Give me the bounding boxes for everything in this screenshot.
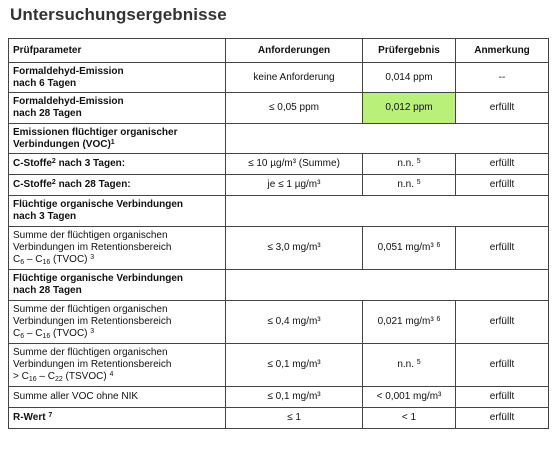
- footnote-ref: 6: [436, 316, 441, 323]
- table-row: [9, 154, 549, 175]
- param-line: Verbindungen im Retentionsbereich: [13, 359, 172, 370]
- table-row: [9, 408, 549, 429]
- param-line: Formaldehyd-Emission: [13, 96, 124, 107]
- param-text: nach 28 Tagen:: [55, 179, 131, 190]
- requirement-cell: je ≤ 1 µg/m³: [226, 175, 363, 196]
- result-cell-highlighted: 0,012 ppm: [363, 93, 456, 124]
- param-line: nach 6 Tagen: [13, 77, 77, 89]
- result-cell: 0,014 ppm: [363, 63, 456, 93]
- param-cell: [9, 301, 226, 344]
- param-cell: [9, 227, 226, 270]
- table-row: [9, 270, 549, 301]
- param-cell: [9, 175, 226, 196]
- subscript: 22: [54, 376, 63, 383]
- param-line: Flüchtige organische Verbindungen: [13, 199, 184, 210]
- param-line: Summe der flüchtigen organischen: [13, 230, 168, 241]
- footnote-ref: 1: [110, 138, 115, 146]
- result-text: 0,051 mg/m³: [377, 242, 434, 253]
- table-header-row: [9, 39, 549, 63]
- result-text: 0,021 mg/m³: [377, 316, 434, 327]
- param-line: Verbindungen im Retentionsbereich: [13, 242, 172, 253]
- param-text: C-Stoffe: [13, 179, 52, 190]
- remark-cell: erfüllt: [456, 301, 549, 344]
- footnote-ref: 2: [51, 179, 56, 186]
- table-row: [9, 63, 549, 93]
- param-line: nach 28 Tagen: [13, 108, 82, 119]
- result-cell: [363, 175, 456, 196]
- empty-cell: [226, 196, 549, 227]
- param-line: nach 28 Tagen: [13, 285, 82, 296]
- param-line: Summe der flüchtigen organischen: [13, 347, 168, 358]
- result-cell: [363, 301, 456, 344]
- results-table: [8, 38, 549, 429]
- param-text: (TVOC): [50, 328, 88, 339]
- result-cell: [363, 154, 456, 175]
- requirement-cell: keine Anforderung: [226, 63, 363, 93]
- param-text: nach 3 Tagen:: [55, 158, 126, 169]
- param-text: – C: [24, 254, 43, 265]
- header-param: Prüfparameter: [9, 39, 226, 63]
- param-text: > C: [13, 371, 29, 382]
- result-text: n.n.: [397, 158, 414, 169]
- param-cell: Summe aller VOC ohne NIK: [9, 387, 226, 408]
- footnote-ref: 3: [90, 328, 95, 335]
- param-cell: [9, 408, 226, 429]
- remark-cell: erfüllt: [456, 175, 549, 196]
- footnote-ref: 4: [109, 371, 114, 378]
- param-line: Formaldehyd-Emission: [13, 65, 124, 77]
- table-row: [9, 124, 549, 154]
- param-text: C-Stoffe: [13, 158, 52, 169]
- param-text: R-Wert: [13, 412, 46, 423]
- param-line: nach 3 Tagen: [13, 211, 77, 222]
- header-result: Prüfergebnis: [363, 39, 456, 63]
- result-text: n.n.: [397, 179, 414, 190]
- param-line: Emissionen flüchtiger organischer: [13, 126, 178, 138]
- remark-cell: erfüllt: [456, 154, 549, 175]
- param-line: Summe der flüchtigen organischen: [13, 304, 168, 315]
- param-text: (TVOC): [50, 254, 88, 265]
- table-row: [9, 175, 549, 196]
- empty-cell: [226, 124, 549, 154]
- remark-cell: erfüllt: [456, 408, 549, 429]
- result-cell: [363, 227, 456, 270]
- footnote-ref: 3: [90, 254, 95, 261]
- table-row: [9, 301, 549, 344]
- table-row: [9, 227, 549, 270]
- result-cell: < 0,001 mg/m³: [363, 387, 456, 408]
- remark-cell: erfüllt: [456, 387, 549, 408]
- subscript: 6: [20, 259, 25, 266]
- requirement-cell: ≤ 0,4 mg/m³: [226, 301, 363, 344]
- header-remark: Anmerkung: [456, 39, 549, 63]
- param-line: Flüchtige organische Verbindungen: [13, 273, 184, 284]
- param-cell: [9, 154, 226, 175]
- requirement-cell: ≤ 0,1 mg/m³: [226, 344, 363, 387]
- header-requirements: Anforderungen: [226, 39, 363, 63]
- requirement-cell: ≤ 0,05 ppm: [226, 93, 363, 124]
- footnote-ref: 5: [416, 158, 421, 165]
- remark-cell: erfüllt: [456, 93, 549, 124]
- requirement-cell: ≤ 10 µg/m³ (Summe): [226, 154, 363, 175]
- requirement-cell: ≤ 1: [226, 408, 363, 429]
- footnote-ref: 6: [436, 242, 441, 249]
- footnote-ref: 5: [416, 179, 421, 186]
- subscript: 16: [28, 376, 37, 383]
- param-text: C: [13, 328, 21, 339]
- remark-cell: --: [456, 63, 549, 93]
- page-title: Untersuchungsergebnisse: [10, 5, 227, 24]
- remark-cell: erfüllt: [456, 344, 549, 387]
- empty-cell: [226, 270, 549, 301]
- subscript: 16: [42, 333, 51, 340]
- param-cell: [9, 270, 226, 301]
- subscript: 16: [42, 259, 51, 266]
- result-cell: [363, 344, 456, 387]
- result-cell: < 1: [363, 408, 456, 429]
- param-text: – C: [36, 371, 55, 382]
- footnote-ref: 2: [51, 158, 56, 165]
- param-text: – C: [24, 328, 43, 339]
- remark-cell: erfüllt: [456, 227, 549, 270]
- requirement-cell: ≤ 0,1 mg/m³: [226, 387, 363, 408]
- table-row: [9, 387, 549, 408]
- param-cell: [9, 124, 226, 154]
- param-cell: [9, 63, 226, 93]
- param-line: Verbindungen (VOC): [13, 138, 111, 150]
- requirement-cell: ≤ 3,0 mg/m³: [226, 227, 363, 270]
- footnote-ref: 7: [48, 412, 53, 419]
- table-row: [9, 344, 549, 387]
- table-row: [9, 93, 549, 124]
- param-text: (TSVOC): [62, 371, 107, 382]
- result-text: n.n.: [397, 359, 414, 370]
- subscript: 6: [20, 333, 25, 340]
- param-cell: [9, 344, 226, 387]
- param-text: C: [13, 254, 21, 265]
- table-row: [9, 196, 549, 227]
- param-cell: [9, 93, 226, 124]
- footnote-ref: 5: [416, 359, 421, 366]
- param-line: Verbindungen im Retentionsbereich: [13, 316, 172, 327]
- param-cell: [9, 196, 226, 227]
